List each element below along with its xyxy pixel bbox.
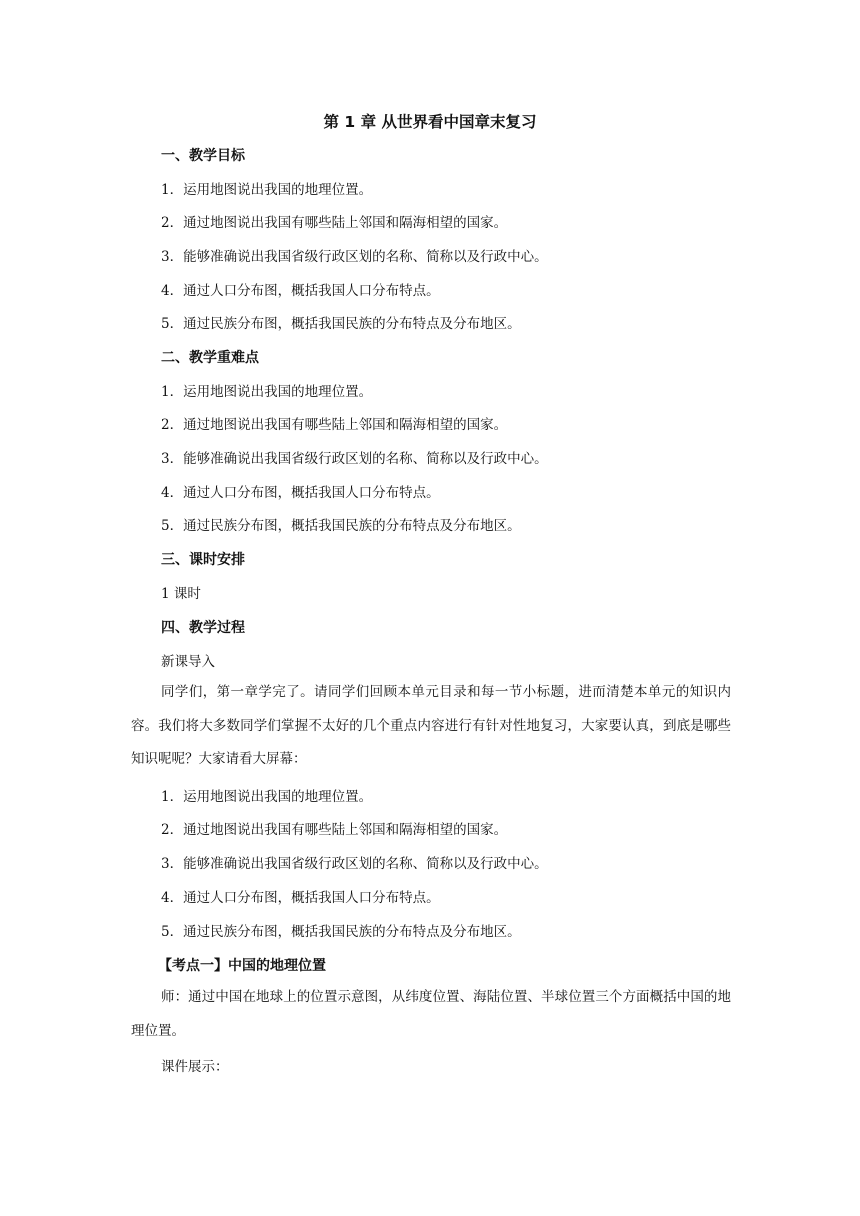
process-item: 2．通过地图说出我国有哪些陆上邻国和隔海相望的国家。 [161, 822, 508, 838]
keypoint-item: 2．通过地图说出我国有哪些陆上邻国和隔海相望的国家。 [161, 417, 508, 433]
section-heading-goals: 一、教学目标 [161, 148, 245, 164]
keypoint-item: 5．通过民族分布图，概括我国民族的分布特点及分布地区。 [161, 518, 521, 534]
process-item: 3．能够准确说出我国省级行政区划的名称、简称以及行政中心。 [161, 856, 548, 872]
courseware-label: 课件展示： [161, 1059, 229, 1075]
schedule-text: 1 课时 [161, 586, 201, 602]
section-heading-process: 四、教学过程 [161, 620, 245, 636]
kaodian-heading: 【考点一】中国的地理位置 [158, 958, 326, 974]
keypoint-item: 3．能够准确说出我国省级行政区划的名称、简称以及行政中心。 [161, 451, 548, 467]
intro-paragraph: 同学们，第一章学完了。请同学们回顾本单元目录和每一节小标题，进而清楚本单元的知识内容。我们将大多数同学们掌握不太好的几个重点内容进行有针对性地复习，大家要认真，到底是哪些知识呢呢？大家请看大屏幕： [131, 684, 731, 767]
goal-item: 5．通过民族分布图，概括我国民族的分布特点及分布地区。 [161, 316, 521, 332]
process-item: 4．通过人口分布图，概括我国人口分布特点。 [161, 890, 440, 906]
goal-item: 3．能够准确说出我国省级行政区划的名称、简称以及行政中心。 [161, 249, 548, 265]
keypoint-item: 1．运用地图说出我国的地理位置。 [161, 384, 373, 400]
goal-item: 4．通过人口分布图，概括我国人口分布特点。 [161, 283, 440, 299]
section-heading-schedule: 三、课时安排 [161, 552, 245, 568]
goal-item: 1．运用地图说出我国的地理位置。 [161, 182, 373, 198]
kaodian-paragraph: 师：通过中国在地球上的位置示意图，从纬度位置、海陆位置、半球位置三个方面概括中国的地理位置。 [131, 989, 731, 1039]
document-title: 第 1 章 从世界看中国章末复习 [323, 113, 537, 131]
process-item: 1．运用地图说出我国的地理位置。 [161, 789, 373, 805]
keypoint-item: 4．通过人口分布图，概括我国人口分布特点。 [161, 485, 440, 501]
section-heading-keypoints: 二、教学重难点 [161, 350, 259, 366]
intro-label: 新课导入 [161, 654, 215, 670]
process-item: 5．通过民族分布图，概括我国民族的分布特点及分布地区。 [161, 924, 521, 940]
goal-item: 2．通过地图说出我国有哪些陆上邻国和隔海相望的国家。 [161, 215, 508, 231]
